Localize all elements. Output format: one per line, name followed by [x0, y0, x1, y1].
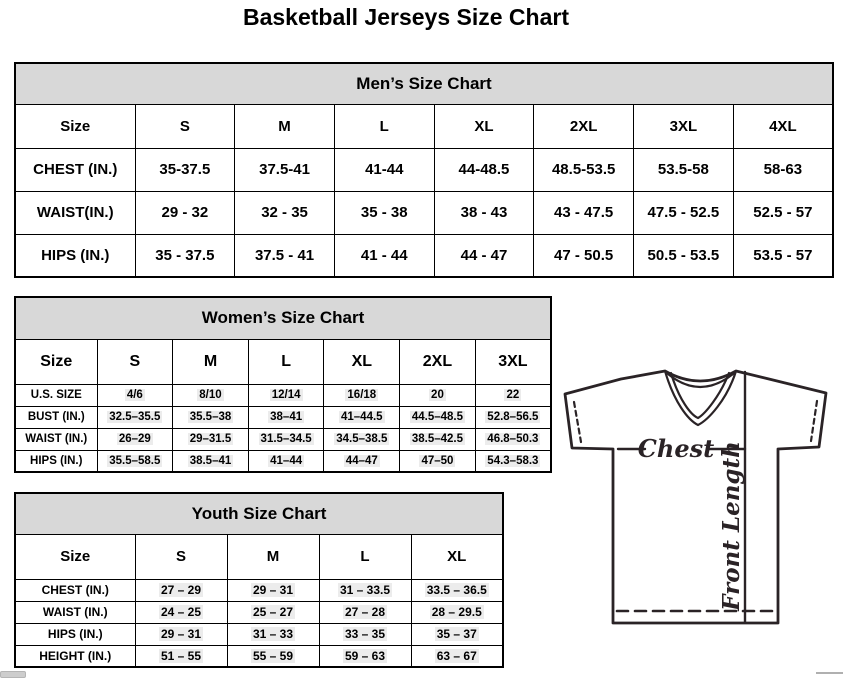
womens-cell-value: [400, 384, 476, 406]
womens-column-header: M: [173, 339, 249, 384]
womens-cell-value-text: 35.5–58.5: [109, 454, 161, 467]
womens-cell-value-text: 20: [431, 389, 444, 401]
mens-cell-value: 38 - 43: [434, 191, 534, 234]
womens-chart-title: Women’s Size Chart: [15, 297, 551, 339]
youth-table-row: [15, 623, 503, 645]
youth-cell-value: [319, 601, 411, 623]
youth-column-header: XL: [411, 534, 503, 579]
youth-table-row: [15, 579, 503, 601]
womens-cell-value: [400, 406, 476, 428]
womens-cell-value-text: 35.5–38: [189, 411, 232, 423]
mens-cell-value: 48.5-53.5: [534, 148, 634, 191]
mens-table-row: [15, 148, 833, 191]
youth-cell-value-text: 63 – 67: [436, 648, 477, 663]
youth-cell-value: [135, 623, 227, 645]
womens-cell-value-text: 52.8–56.5: [487, 411, 539, 423]
youth-cell-value: [319, 645, 411, 667]
womens-cell-value: [475, 406, 551, 428]
youth-cell-value: [227, 645, 319, 667]
womens-cell-value: [173, 384, 249, 406]
youth-table-row: [15, 645, 503, 667]
youth-cell-value: [411, 601, 503, 623]
womens-cell-value-text: 26–29: [118, 433, 151, 445]
left-sleeve-dash: [574, 402, 581, 442]
youth-row-label: WAIST (IN.): [15, 601, 135, 623]
mens-chart-title: Men’s Size Chart: [15, 63, 833, 104]
mens-column-header: 3XL: [634, 104, 734, 148]
womens-cell-value-text: 12/14: [271, 389, 301, 401]
mens-row-label: CHEST (IN.): [15, 148, 135, 191]
mens-column-header: Size: [15, 104, 135, 148]
womens-cell-value: [97, 384, 173, 406]
mens-cell-value: 47.5 - 52.5: [634, 191, 734, 234]
youth-cell-value: [319, 579, 411, 601]
mens-cell-value: 35-37.5: [135, 148, 235, 191]
scrollbar-track-fragment[interactable]: [816, 672, 843, 674]
mens-column-header: S: [135, 104, 235, 148]
youth-cell-value: [135, 579, 227, 601]
youth-column-header: L: [319, 534, 411, 579]
mens-column-header: M: [235, 104, 335, 148]
mens-table-row: [15, 191, 833, 234]
youth-row-label: HIPS (IN.): [15, 623, 135, 645]
womens-cell-value-text: 47–50: [421, 454, 454, 467]
mens-cell-value: 44 - 47: [434, 234, 534, 277]
youth-cell-value: [411, 623, 503, 645]
mens-cell-value: 44-48.5: [434, 148, 534, 191]
youth-cell-value: [319, 623, 411, 645]
womens-cell-value: [324, 406, 400, 428]
womens-cell-value-text: 16/18: [347, 389, 377, 401]
mens-cell-value: 37.5-41: [235, 148, 335, 191]
womens-cell-value: [173, 428, 249, 450]
youth-cell-value-text: 33.5 – 36.5: [426, 583, 487, 597]
womens-cell-value-text: 4/6: [126, 389, 143, 401]
womens-size-table: [14, 296, 552, 473]
womens-cell-value-text: 38.5–42.5: [411, 433, 464, 445]
youth-cell-value-text: 29 – 31: [252, 583, 294, 597]
womens-cell-value-text: 22: [506, 389, 520, 401]
womens-cell-value-text: 41–44.5: [341, 411, 383, 423]
womens-cell-value: [475, 428, 551, 450]
vneck-collar: [665, 371, 736, 425]
womens-cell-value: [324, 384, 400, 406]
womens-cell-value-text: 38–41: [270, 411, 303, 423]
youth-cell-value-text: 59 – 63: [344, 648, 386, 663]
womens-cell-value-text: 29–31.5: [189, 433, 232, 445]
womens-column-header: L: [248, 339, 324, 384]
womens-cell-value-text: 44–47: [345, 454, 378, 467]
womens-column-header: XL: [324, 339, 400, 384]
mens-row-label: WAIST(IN.): [15, 191, 135, 234]
youth-cell-value-text: 29 – 31: [160, 627, 202, 641]
womens-table-row: [15, 450, 551, 472]
womens-cell-value-text: 8/10: [199, 389, 222, 401]
youth-cell-value-text: 31 – 33.5: [339, 583, 391, 597]
womens-table-row: [15, 384, 551, 406]
mens-cell-value: 53.5 - 57: [733, 234, 833, 277]
youth-cell-value-text: 33 – 35: [344, 627, 386, 641]
womens-cell-value-text: 34.5–38.5: [336, 433, 388, 445]
womens-cell-value-text: 41–44: [270, 454, 303, 467]
youth-cell-value: [135, 645, 227, 667]
womens-cell-value: [248, 450, 324, 472]
mens-size-table: [14, 62, 834, 278]
womens-cell-value: [173, 406, 249, 428]
mens-row-label: HIPS (IN.): [15, 234, 135, 277]
page-title: Basketball Jerseys Size Chart: [242, 4, 569, 30]
womens-cell-value: [173, 450, 249, 472]
womens-column-header: 3XL: [475, 339, 551, 384]
youth-cell-value: [227, 579, 319, 601]
youth-cell-value: [135, 601, 227, 623]
womens-cell-value-text: 46.8–50.3: [487, 433, 539, 445]
mens-cell-value: 50.5 - 53.5: [634, 234, 734, 277]
mens-cell-value: 37.5 - 41: [235, 234, 335, 277]
youth-cell-value-text: 27 – 29: [160, 583, 202, 597]
mens-column-header: 2XL: [534, 104, 634, 148]
womens-column-header: S: [97, 339, 173, 384]
womens-table-row: [15, 406, 551, 428]
mens-cell-value: 32 - 35: [235, 191, 335, 234]
youth-column-header: M: [227, 534, 319, 579]
womens-cell-value: [97, 450, 173, 472]
mens-cell-value: 47 - 50.5: [534, 234, 634, 277]
womens-column-header: 2XL: [400, 339, 476, 384]
mens-cell-value: 35 - 37.5: [135, 234, 235, 277]
youth-column-header: Size: [15, 534, 135, 579]
youth-cell-value-text: 51 – 55: [160, 648, 202, 663]
womens-cell-value: [324, 428, 400, 450]
youth-table-row: [15, 601, 503, 623]
youth-size-table: [14, 492, 504, 668]
womens-row-label: BUST (IN.): [15, 406, 97, 428]
womens-table-row: [15, 428, 551, 450]
mens-cell-value: 41-44: [334, 148, 434, 191]
youth-cell-value-text: 28 – 29.5: [431, 605, 482, 619]
womens-cell-value: [248, 384, 324, 406]
womens-row-label: WAIST (IN.): [15, 428, 97, 450]
youth-cell-value: [411, 579, 503, 601]
womens-cell-value-text: 54.3–58.3: [487, 454, 539, 467]
mens-cell-value: 53.5-58: [634, 148, 734, 191]
womens-row-label: U.S. SIZE: [15, 384, 97, 406]
horizontal-scrollbar-thumb[interactable]: [0, 671, 26, 678]
womens-cell-value-text: 31.5–34.5: [260, 433, 312, 445]
womens-cell-value: [324, 450, 400, 472]
youth-chart-title: Youth Size Chart: [15, 493, 503, 534]
youth-cell-value-text: 31 – 33: [252, 627, 294, 641]
womens-cell-value: [248, 428, 324, 450]
mens-table-row: [15, 234, 833, 277]
youth-cell-value: [227, 623, 319, 645]
mens-cell-value: 35 - 38: [334, 191, 434, 234]
youth-cell-value-text: 25 – 27: [252, 605, 294, 619]
right-sleeve-dash: [811, 401, 817, 441]
mens-column-header: XL: [434, 104, 534, 148]
womens-cell-value-text: 38.5–41: [189, 454, 232, 467]
youth-cell-value-text: 35 – 37: [436, 627, 477, 641]
mens-cell-value: 58-63: [733, 148, 833, 191]
womens-column-header: Size: [15, 339, 97, 384]
youth-cell-value-text: 24 – 25: [160, 605, 202, 619]
youth-column-header: S: [135, 534, 227, 579]
youth-row-label: CHEST (IN.): [15, 579, 135, 601]
jersey-measurement-diagram: [555, 360, 843, 652]
womens-cell-value-text: 44.5–48.5: [411, 411, 464, 423]
mens-cell-value: 41 - 44: [334, 234, 434, 277]
womens-cell-value: [475, 384, 551, 406]
jersey-outline: [565, 371, 826, 623]
womens-cell-value: [248, 406, 324, 428]
youth-cell-value: [411, 645, 503, 667]
mens-column-header: L: [334, 104, 434, 148]
womens-row-label: HIPS (IN.): [15, 450, 97, 472]
youth-row-label: HEIGHT (IN.): [15, 645, 135, 667]
youth-cell-value-text: 55 – 59: [252, 648, 294, 663]
womens-cell-value: [400, 428, 476, 450]
womens-cell-value: [97, 406, 173, 428]
chest-label: Chest: [637, 434, 715, 463]
mens-cell-value: 43 - 47.5: [534, 191, 634, 234]
youth-cell-value: [227, 601, 319, 623]
womens-cell-value-text: 32.5–35.5: [109, 411, 161, 423]
youth-cell-value-text: 27 – 28: [344, 605, 386, 619]
mens-column-header: 4XL: [733, 104, 833, 148]
womens-cell-value: [400, 450, 476, 472]
front-length-label: Front Length: [718, 441, 745, 611]
mens-cell-value: 29 - 32: [135, 191, 235, 234]
womens-cell-value: [475, 450, 551, 472]
mens-cell-value: 52.5 - 57: [733, 191, 833, 234]
womens-cell-value: [97, 428, 173, 450]
